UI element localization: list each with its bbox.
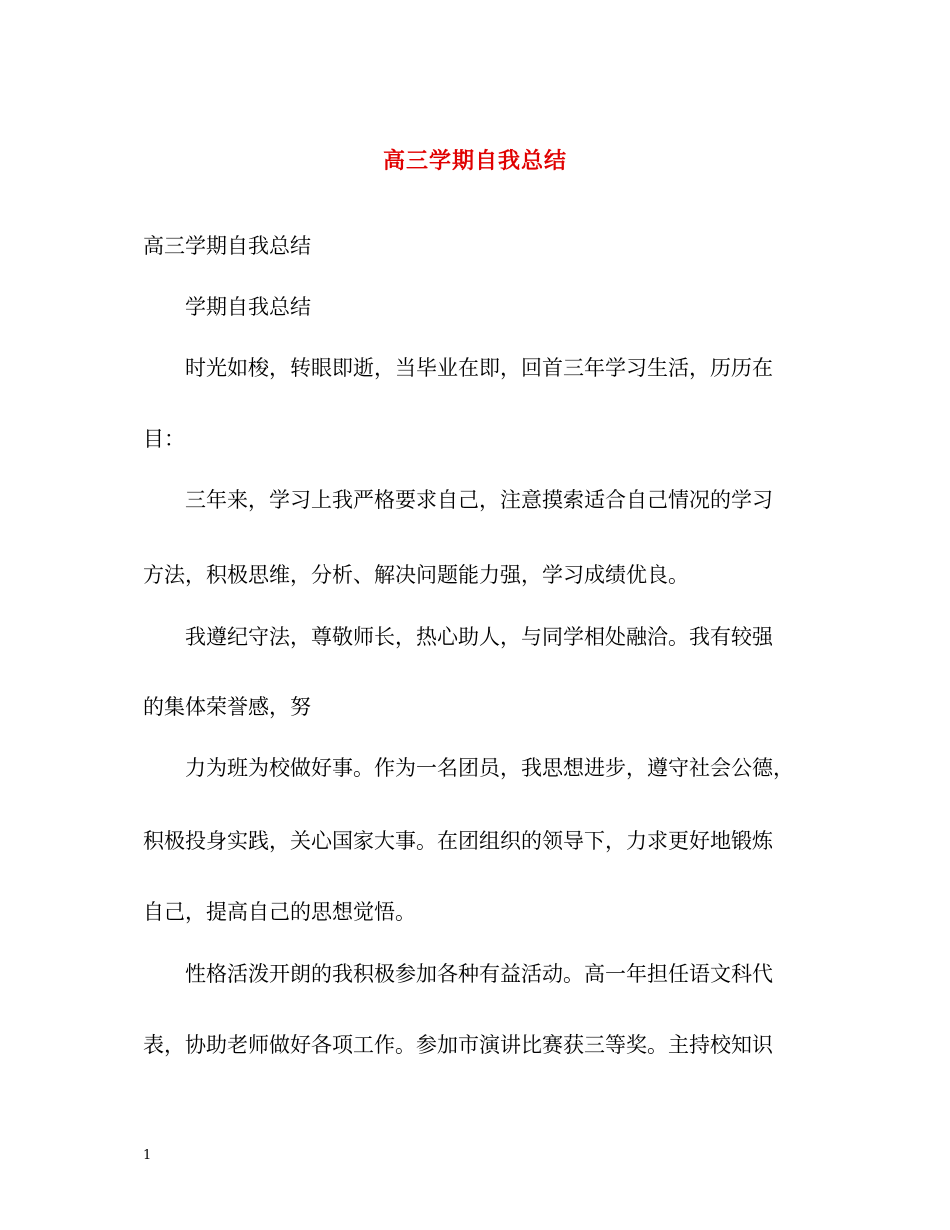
paragraph-line: 高三学期自我总结 <box>143 234 311 258</box>
paragraph-line: 表，协助老师做好各项工作。参加市演讲比赛获三等奖。主持校知识 <box>143 1033 773 1057</box>
paragraph-line: 时光如梭，转眼即逝，当毕业在即，回首三年学习生活，历历在 <box>185 356 773 380</box>
document-title: 高三学期自我总结 <box>382 148 567 174</box>
paragraph-line: 自己，提高自己的思想觉悟。 <box>143 900 416 924</box>
paragraph-line: 我遵纪守法，尊敬师长，热心助人，与同学相处融洽。我有较强 <box>185 625 773 649</box>
paragraph-line: 三年来，学习上我严格要求自己，注意摸索适合自己情况的学习 <box>185 488 773 512</box>
page-number: 1 <box>143 1148 152 1163</box>
paragraph-line: 力为班为校做好事。作为一名团员，我思想进步，遵守社会公德， <box>185 756 794 780</box>
paragraph-line: 的集体荣誉感，努 <box>143 695 311 719</box>
paragraph-line: 性格活泼开朗的我积极参加各种有益活动。高一年担任语文科代 <box>185 962 773 986</box>
paragraph-line: 目： <box>143 427 185 451</box>
paragraph-line: 学期自我总结 <box>185 295 311 319</box>
paragraph-line: 积极投身实践，关心国家大事。在团组织的领导下，力求更好地锻炼 <box>143 829 773 853</box>
paragraph-line: 方法，积极思维，分析、解决问题能力强，学习成绩优良。 <box>143 563 689 587</box>
